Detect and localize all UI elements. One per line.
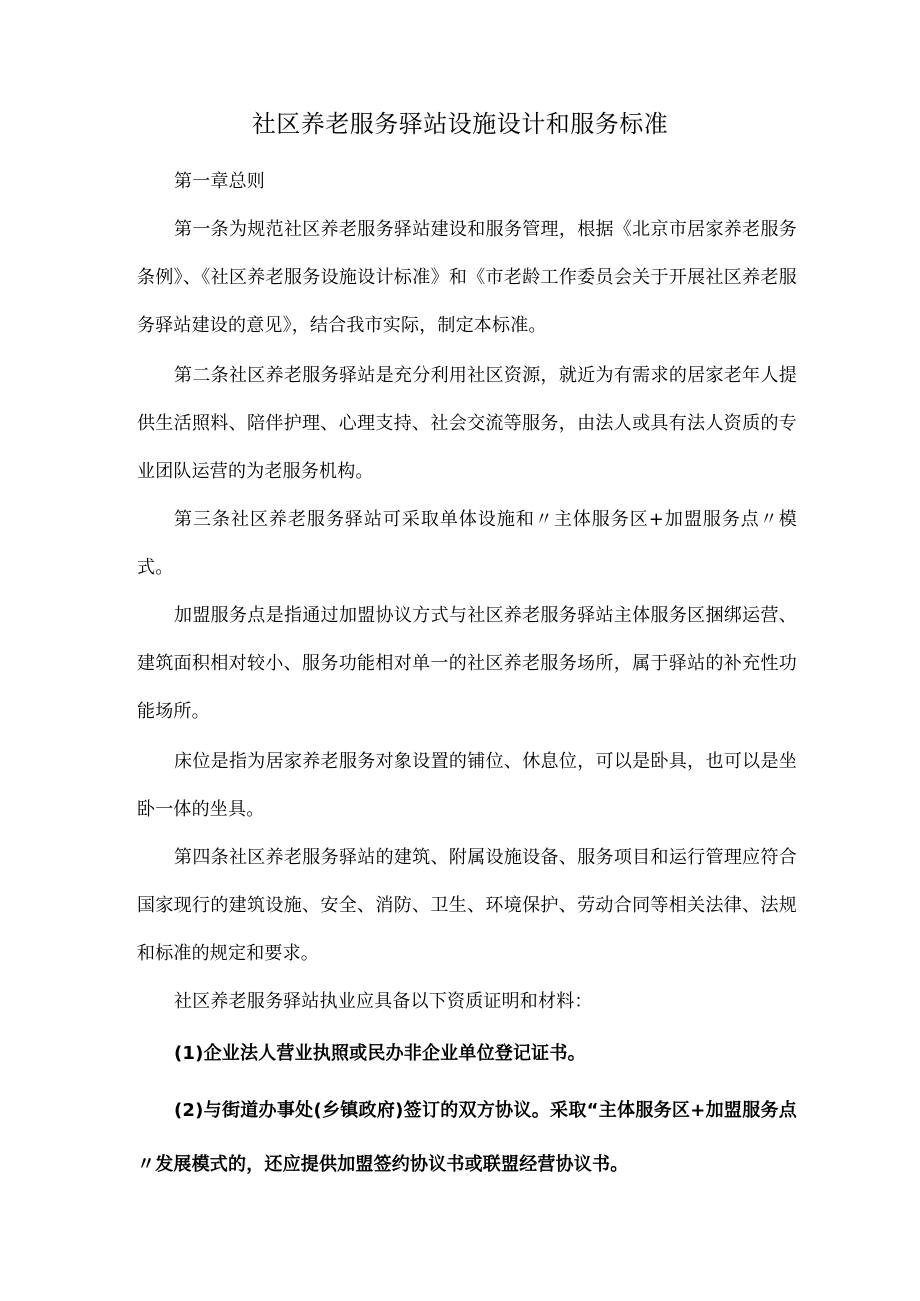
article-2-paragraph: 第二条社区养老服务驿站是充分利用社区资源，就近为有需求的居家老年人提供生活照料、陪伴护理、心理支持、社会交流等服务，由法人或具有法人资质的专业团队运营的为老服务机构。: [137, 365, 797, 482]
chapter-heading: 第一章总则: [174, 171, 265, 192]
qualification-item-2: (2)与街道办事处(乡镇政府)签订的双方协议。采取“主体服务区+加盟服务点〃发展模式的，还应提供加盟签约协议书或联盟经营协议书。: [137, 1100, 797, 1175]
qualification-intro: 社区养老服务驿站执业应具备以下资质证明和材料：: [174, 991, 593, 1012]
document-title: 社区养老服务驿站设施设计和服务标准: [251, 110, 669, 138]
franchise-point-definition: 加盟服务点是指通过加盟协议方式与社区养老服务驿站主体服务区捆绑运营、建筑面积相对较小、服务功能相对单一的社区养老服务场所，属于驿站的补充性功能场所。: [137, 605, 797, 722]
article-4-paragraph: 第四条社区养老服务驿站的建筑、附属设施设备、服务项目和运行管理应符合国家现行的建筑设施、安全、消防、卫生、环境保护、劳动合同等相关法律、法规和标准的规定和要求。: [137, 847, 797, 964]
qualification-item-1: (1)企业法人营业执照或民办非企业单位登记证书。: [174, 1043, 586, 1064]
article-3-paragraph: 第三条社区养老服务驿站可采取单体设施和〃主体服务区+加盟服务点〃模式。: [137, 509, 797, 578]
bed-definition: 床位是指为居家养老服务对象设置的铺位、休息位，可以是卧具，也可以是坐卧一体的坐具。: [137, 751, 797, 820]
article-1-paragraph: 第一条为规范社区养老服务驿站建设和服务管理，根据《北京市居家养老服务条例》、《社区养老服务设施设计标准》和《市老龄工作委员会关于开展社区养老服务驿站建设的意见》，结合我市实际，制定本标准。: [137, 219, 797, 336]
